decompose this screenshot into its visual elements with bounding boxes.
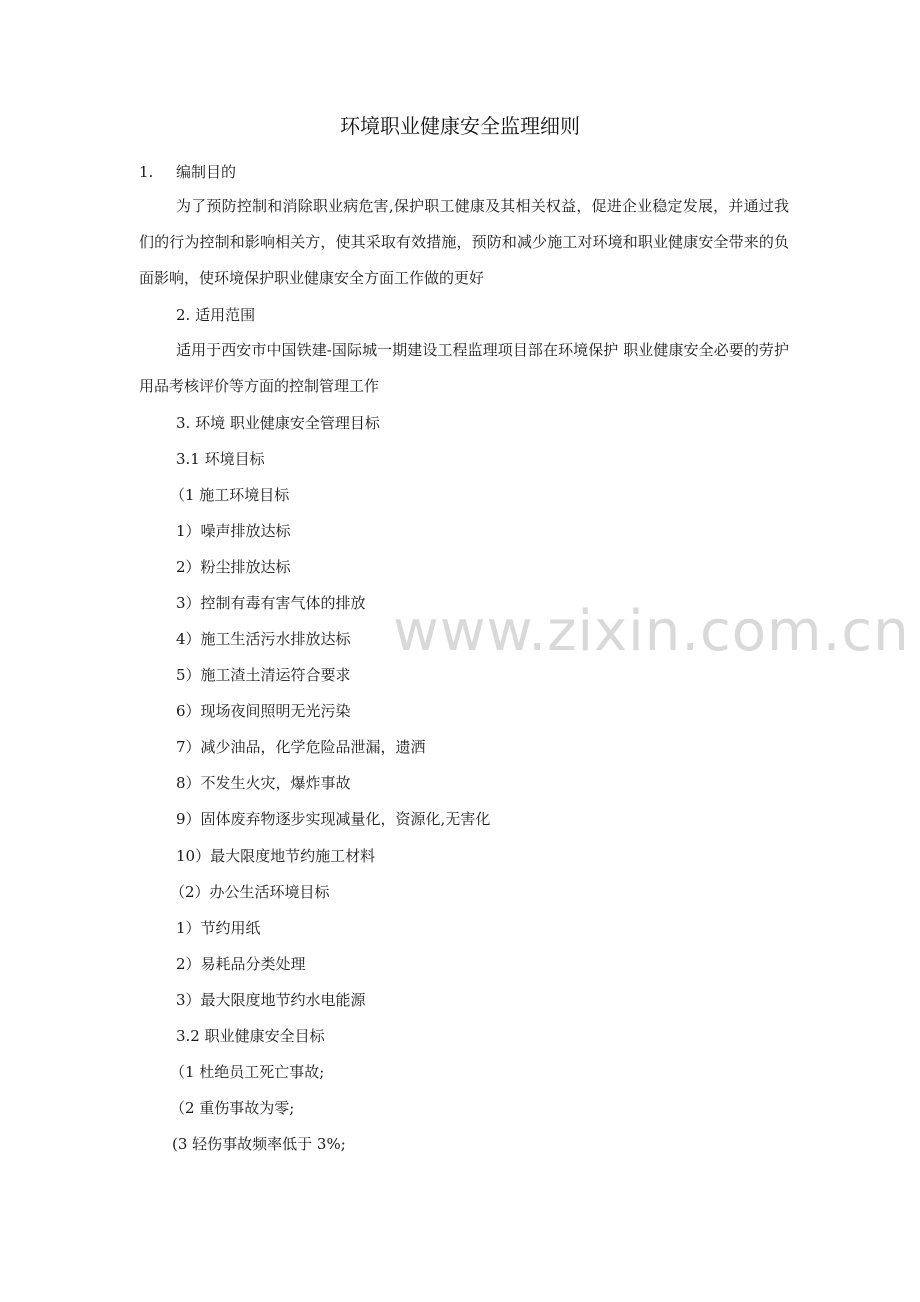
section-1-number: 1. <box>139 163 154 181</box>
list-item: (3 轻伤事故频率低于 3%; <box>172 1135 346 1153</box>
list-item: 4）施工生活污水排放达标 <box>176 630 351 648</box>
section-2-body: 适用于西安市中国铁建-国际城一期建设工程监理项目部在环境保护 职业健康安全必要的劳护用品考核评价等方面的控制管理工作 <box>139 341 789 395</box>
list-item: 3）控制有毒有害气体的排放 <box>176 594 366 612</box>
list-item: 8）不发生火灾，爆炸事故 <box>176 774 351 792</box>
list-item: 7）减少油品，化学危险品泄漏，遗洒 <box>176 738 426 756</box>
list-item: 3.2 职业健康安全目标 <box>176 1027 325 1045</box>
section-1-body: 为了预防控制和消除职业病危害,保护职工健康及其相关权益，促进企业稳定发展，并通过我们的行为控制和影响相关方，使其采取有效措施，预防和减少施工对环境和职业健康安全带来的负面影响，使环境保护职业健康安全方面工作做的更好 <box>139 197 789 287</box>
list-item: 6）现场夜间照明无光污染 <box>176 702 351 720</box>
list-item: 2）粉尘排放达标 <box>176 558 291 576</box>
watermark: www.zixin.com.cn <box>393 599 910 664</box>
list-item: （1 施工环境目标 <box>170 486 290 504</box>
list-item: 2）易耗品分类处理 <box>176 955 306 973</box>
document-title: 环境职业健康安全监理细则 <box>340 114 580 138</box>
list-item: 1）节约用纸 <box>176 919 261 937</box>
list-item: 3）最大限度地节约水电能源 <box>176 991 366 1009</box>
list-item: 5）施工渣土清运符合要求 <box>176 666 351 684</box>
list-item: 3. 环境 职业健康安全管理目标 <box>176 414 380 432</box>
list-item: 9）固体废弃物逐步实现减量化，资源化,无害化 <box>176 810 491 828</box>
list-item: （2 重伤事故为零; <box>170 1099 295 1117</box>
list-item: （1 杜绝员工死亡事故; <box>170 1063 325 1081</box>
section-2-heading: 2. 适用范围 <box>176 306 256 324</box>
list-item: 3.1 环境目标 <box>176 450 265 468</box>
list-item: （2）办公生活环境目标 <box>170 883 330 901</box>
list-item: 10）最大限度地节约施工材料 <box>176 847 376 865</box>
list-item: 1）噪声排放达标 <box>176 522 291 540</box>
section-1-heading: 编制目的 <box>176 163 237 181</box>
